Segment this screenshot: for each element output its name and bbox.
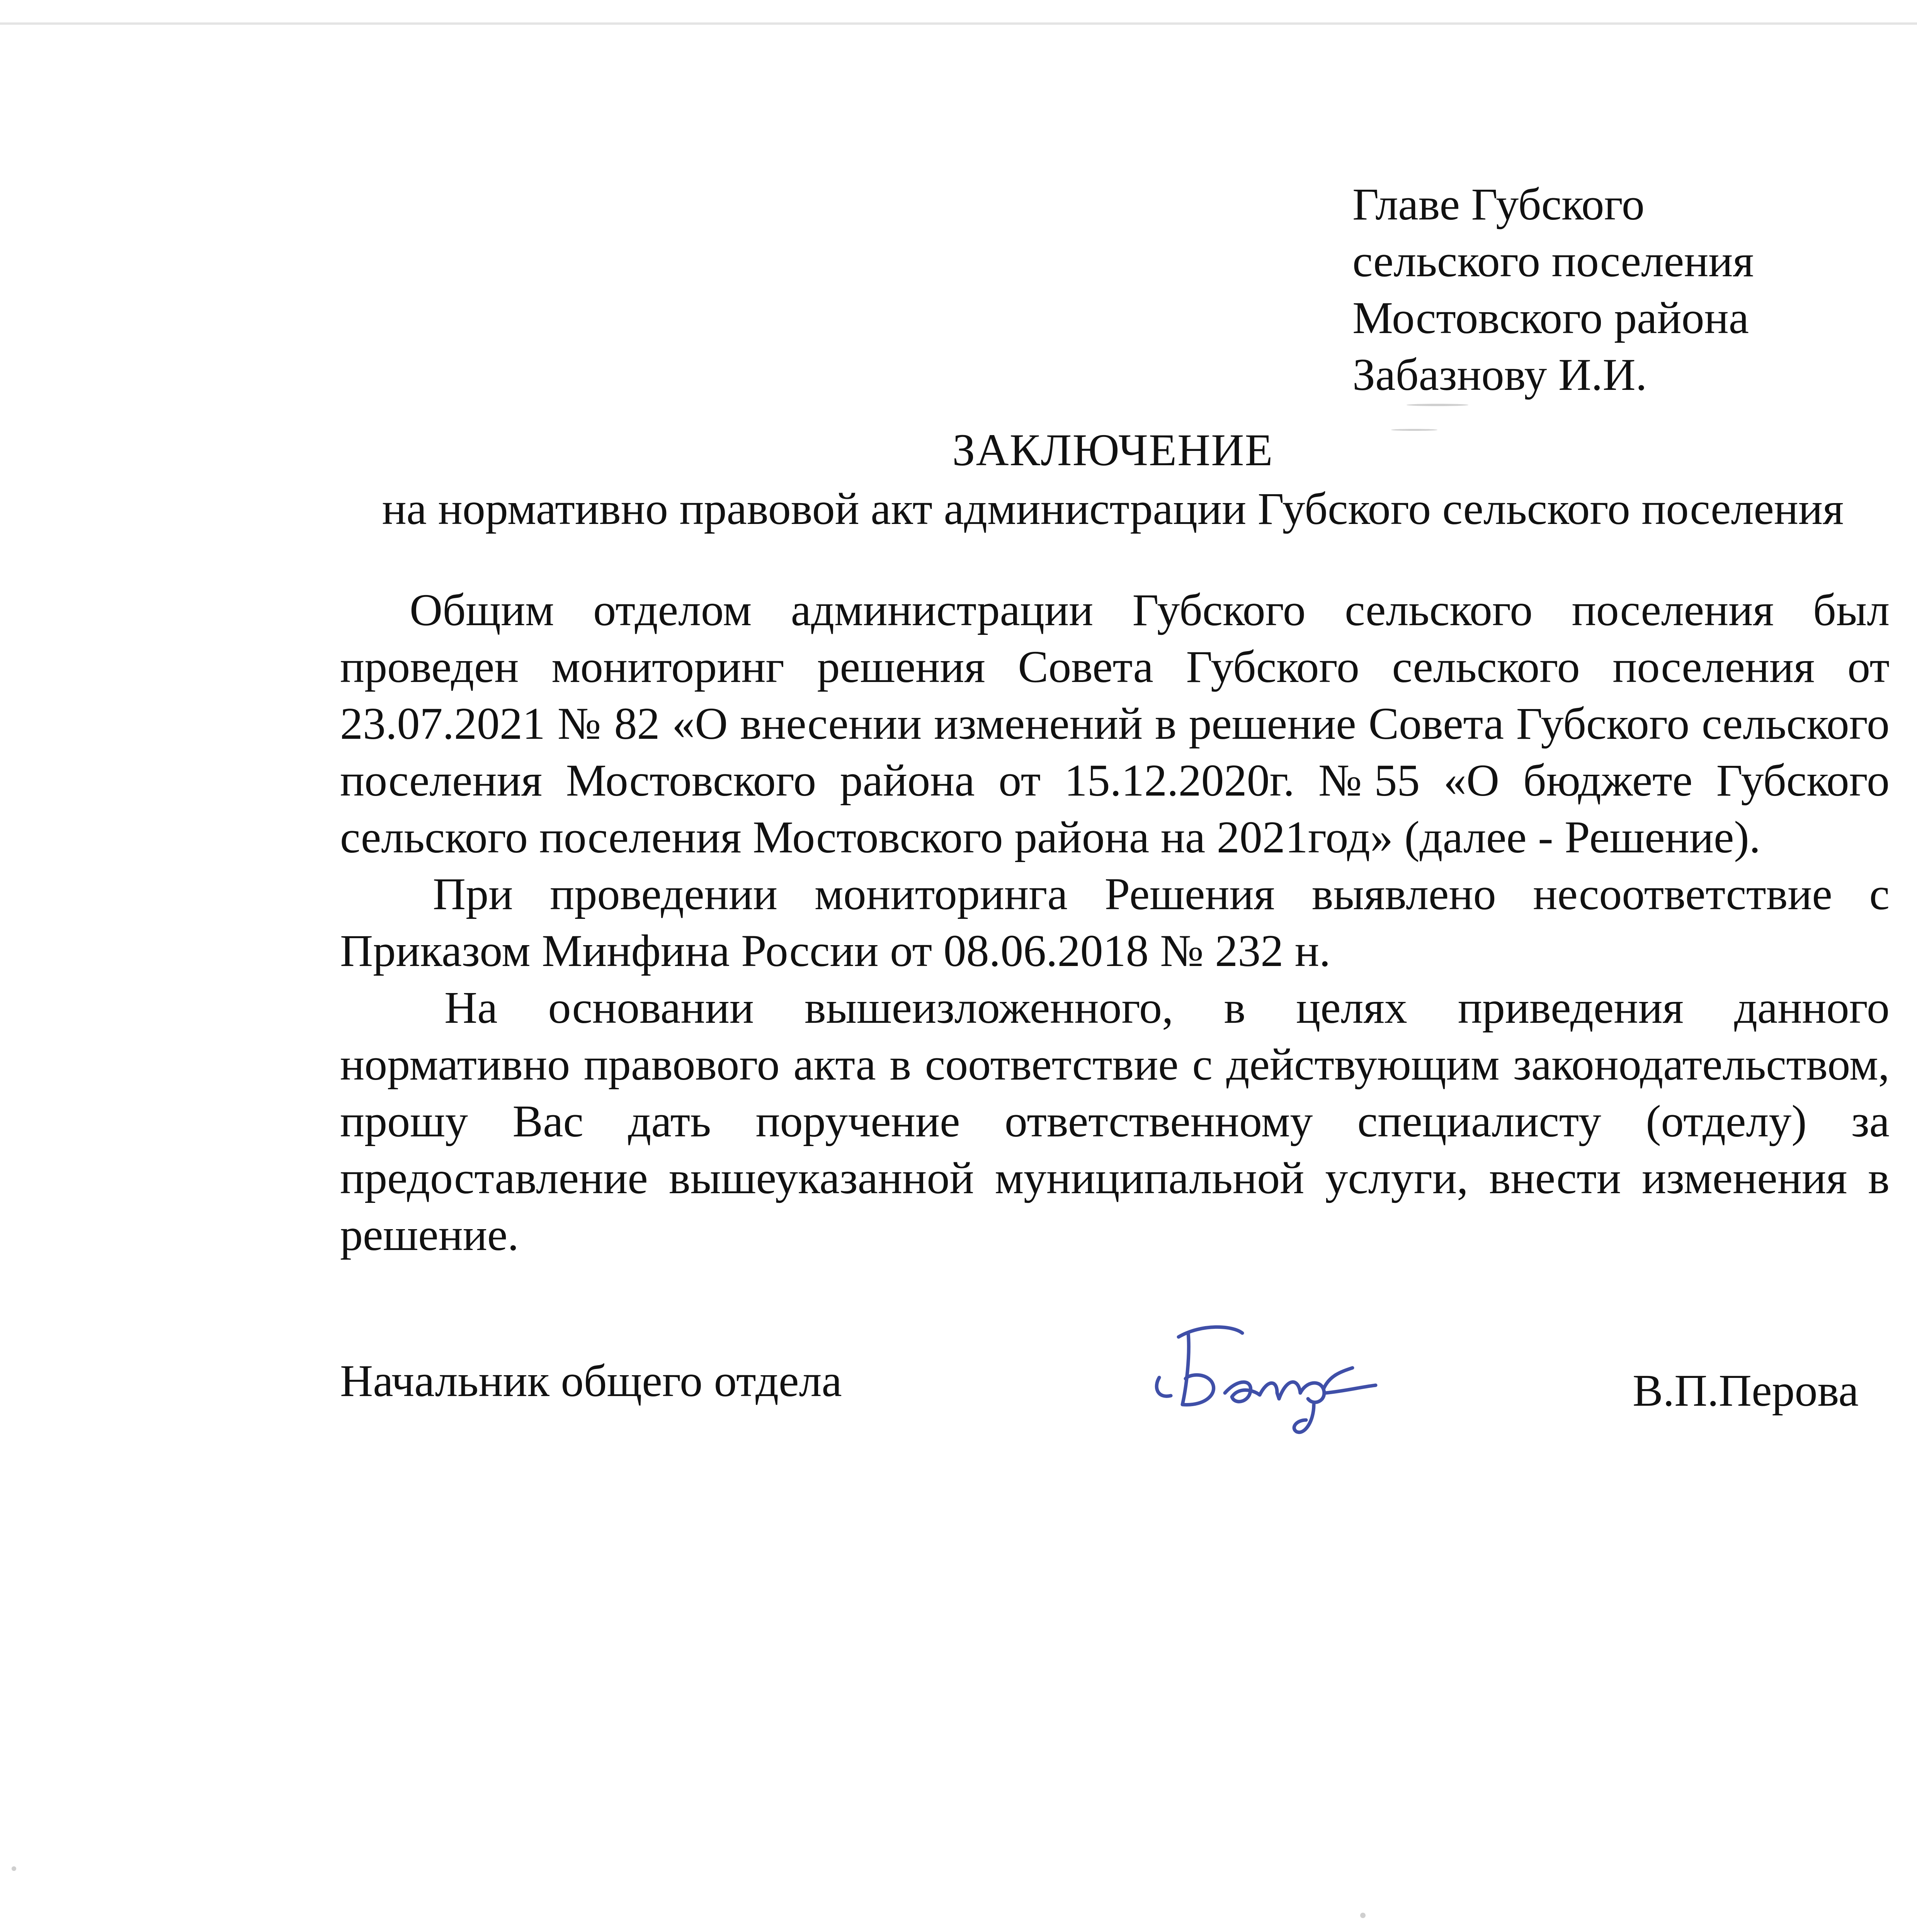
document-heading	[340, 421, 1886, 538]
scan-speck	[12, 1866, 16, 1871]
scan-speck	[1407, 404, 1468, 406]
body-paragraph: При проведении мониторинга Решения выявлено несоответствие с Приказом Минфина России от 08.06.2018 № 232 н.	[340, 869, 1890, 976]
scan-edge	[0, 22, 1917, 25]
scan-speck	[1391, 429, 1437, 431]
body-paragraph: Общим отделом администрации Губского сельского поселения был проведен мониторинг решения Совета Губского сельского поселения от 23.07.2021 № 82 «О внесении изменений в решение Совета Губского сельского поселения Мостовского района от 15.12.2020г. №55 «О бюджете Губского сельского поселения Мостовского района на 2021год» (далее - Решение).	[340, 585, 1890, 862]
document-subtitle: на нормативно правовой акт администрации Губского сельского поселения	[382, 483, 1844, 534]
addressee-line: Мостовского района	[1352, 293, 1749, 343]
scan-speck	[1360, 1913, 1366, 1918]
signature-block	[340, 1352, 1859, 1453]
handwritten-signature	[1144, 1310, 1430, 1449]
addressee-line: сельского поселения	[1352, 236, 1754, 286]
signatory-position: Начальник общего отдела	[340, 1355, 842, 1406]
addressee-line: Главе Губского	[1352, 179, 1645, 230]
document-body	[340, 582, 1890, 1263]
addressee-line: Забазнову И.И.	[1352, 349, 1647, 400]
signatory-name: В.П.Перова	[1632, 1365, 1859, 1416]
document-title: ЗАКЛЮЧЕНИЕ	[952, 425, 1274, 475]
addressee-block	[1352, 176, 1754, 403]
body-paragraph: На основании вышеизложенного, в целях приведения данного нормативно правового акта в соответствие с действующим законодательством, прошу Вас дать поручение ответственному специалисту (отделу) за предоставление вышеуказанной муниципальной услуги, внести изменения в решение.	[340, 982, 1890, 1260]
